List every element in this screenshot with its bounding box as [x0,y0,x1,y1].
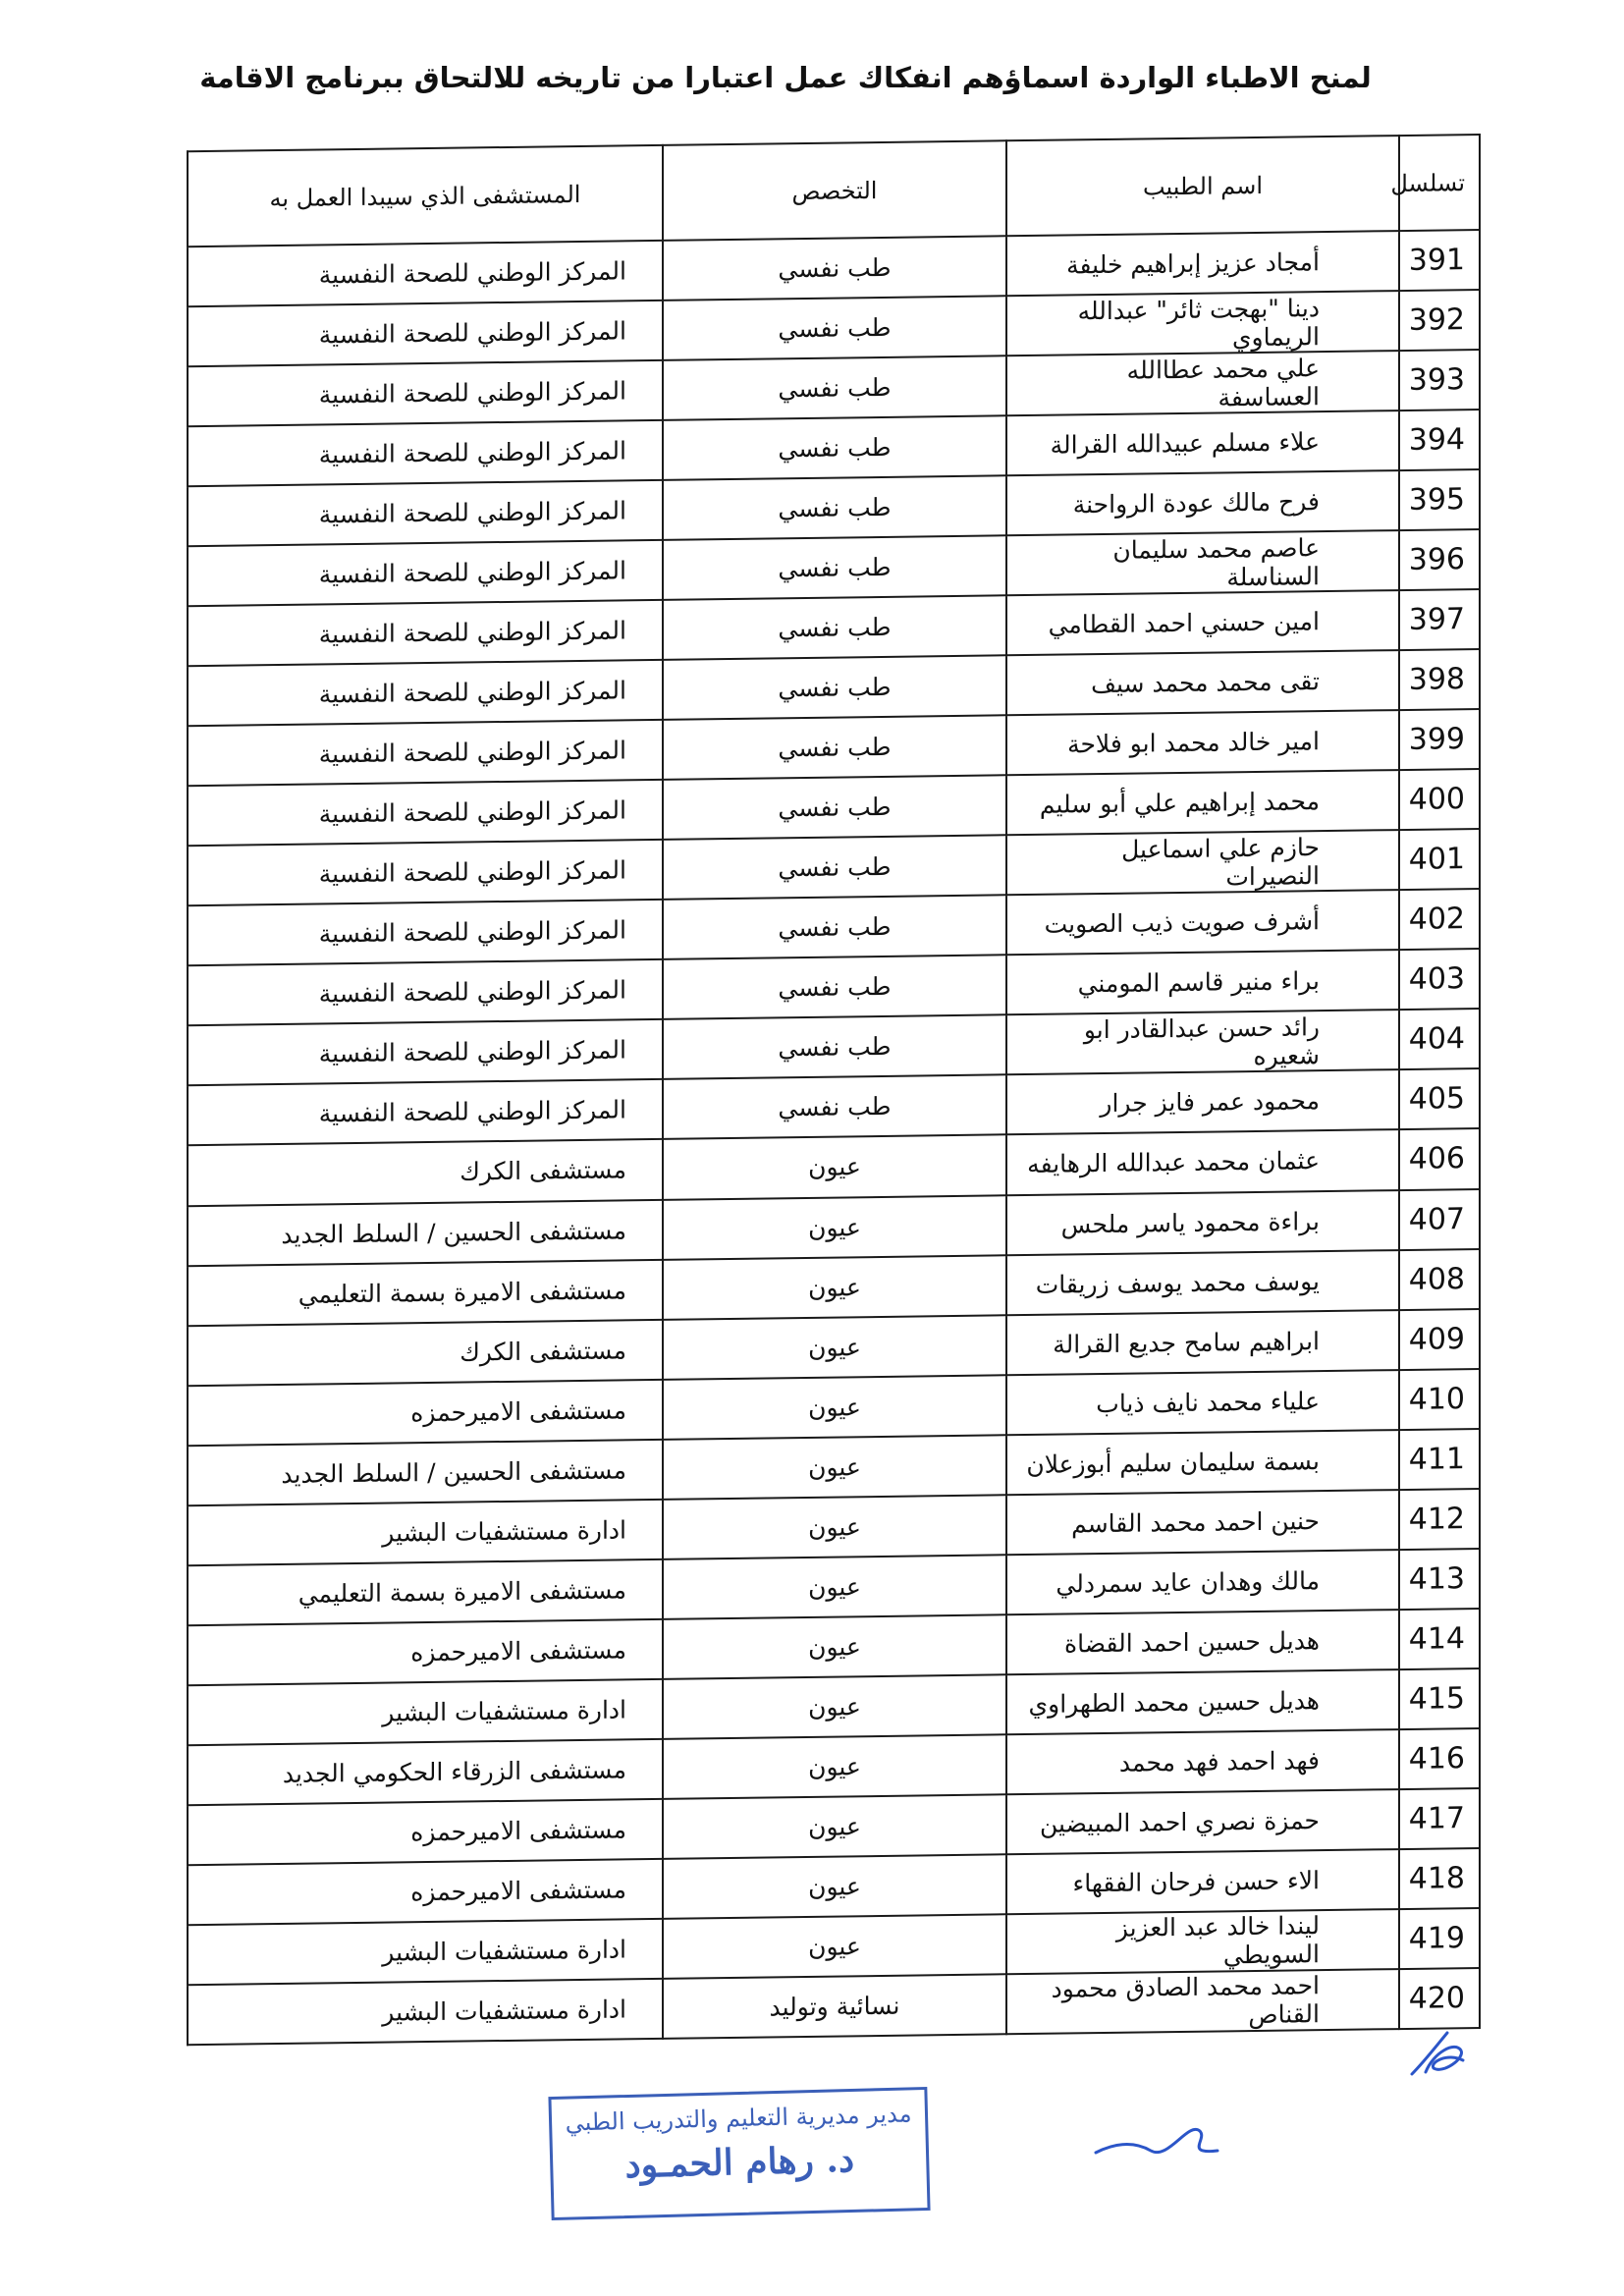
cell-seq: 412 [1399,1489,1480,1550]
cell-specialty: طب نفسي [663,956,1006,1020]
cell-specialty: عيون [663,1614,1006,1679]
cell-hospital: المركز الوطني للصحة النفسية [188,840,663,905]
cell-hospital: ادارة مستشفيات البشير [188,1500,663,1565]
cell-name: تقى محمد محمد سيف [1006,650,1399,715]
cell-seq: 396 [1399,529,1480,590]
cell-hospital: ادارة مستشفيات البشير [188,1679,663,1745]
cell-specialty: عيون [663,1734,1006,1799]
header-name: اسم الطبيب [1006,136,1399,236]
cell-name: محمود عمر فايز جرار [1006,1069,1399,1134]
cell-seq: 402 [1399,889,1480,950]
cell-specialty: طب نفسي [663,1015,1006,1080]
cell-seq: 416 [1399,1728,1480,1789]
cell-seq: 395 [1399,469,1480,530]
cell-hospital: المركز الوطني للصحة النفسية [188,959,663,1025]
header-hospital: المستشفى الذي سيبدا العمل به [188,145,663,246]
cell-hospital: مستشفى الكرك [188,1319,663,1385]
cell-name: عثمان محمد عبدالله الرهايفه [1006,1130,1399,1195]
stamp-title: مدير مديرية التعليم والتدريب الطبي [565,2100,912,2137]
cell-name: براءة محمود ياسر ملحس [1006,1190,1399,1255]
cell-seq: 398 [1399,649,1480,710]
cell-seq: 409 [1399,1309,1480,1370]
cell-seq: 418 [1399,1848,1480,1909]
cell-seq: 391 [1399,230,1480,291]
cell-name: امير خالد محمد ابو فلاحة [1006,710,1399,775]
cell-name: أمجاد عزيز إبراهيم خليفة [1006,231,1399,296]
cell-hospital: المركز الوطني للصحة النفسية [188,720,663,786]
cell-hospital: المركز الوطني للصحة النفسية [188,301,663,366]
cell-name: فهد احمد فهد محمد [1006,1729,1399,1794]
initials-signature-icon [1404,2023,1473,2082]
cell-name: حمزة نصري احمد المبيضين [1006,1789,1399,1854]
cell-specialty: نسائية وتوليد [663,1974,1006,2039]
cell-specialty: طب نفسي [663,296,1006,360]
cell-seq: 405 [1399,1068,1480,1129]
cell-name: حنين احمد محمد القاسم [1006,1490,1399,1555]
cell-hospital: المركز الوطني للصحة النفسية [188,900,663,965]
cell-seq: 397 [1399,589,1480,650]
cell-specialty: طب نفسي [663,355,1006,420]
cell-specialty: طب نفسي [663,475,1006,540]
cell-seq: 406 [1399,1128,1480,1189]
cell-specialty: عيون [663,1674,1006,1739]
cell-seq: 403 [1399,949,1480,1010]
cell-seq: 400 [1399,769,1480,830]
cell-seq: 408 [1399,1249,1480,1310]
cell-specialty: عيون [663,1315,1006,1380]
cell-hospital: مستشفى الكرك [188,1139,663,1205]
cell-name: يوسف محمد يوسف زريقات [1006,1250,1399,1315]
cell-seq: 392 [1399,290,1480,351]
cell-hospital: المركز الوطني للصحة النفسية [188,540,663,606]
cell-seq: 393 [1399,350,1480,410]
cell-name: مالك وهدان عايد سمردلي [1006,1550,1399,1614]
cell-name: هديل حسين محمد الطهراوي [1006,1669,1399,1734]
cell-hospital: المركز الوطني للصحة النفسية [188,1079,663,1145]
cell-name: حازم علي اسماعيل النصيرات [1006,830,1399,895]
cell-specialty: عيون [663,1854,1006,1919]
cell-name: محمد إبراهيم علي أبو سليم [1006,770,1399,835]
cell-hospital: المركز الوطني للصحة النفسية [188,420,663,486]
cell-seq: 413 [1399,1549,1480,1610]
cell-name: الاء حسن فرحان الفقهاء [1006,1849,1399,1914]
cell-specialty: طب نفسي [663,595,1006,660]
cell-hospital: المركز الوطني للصحة النفسية [188,360,663,426]
cell-hospital: مستشفى الزرقاء الحكومي الجديد [188,1739,663,1805]
cell-seq: 419 [1399,1908,1480,1969]
cell-specialty: عيون [663,1555,1006,1619]
cell-name: ليندا خالد عبد العزيز السويطي [1006,1909,1399,1974]
cell-specialty: عيون [663,1794,1006,1859]
page-title: لمنح الاطباء الواردة اسماؤهم انفكاك عمل اعتبارا من تاريخه للالتحاق ببرنامج الاقامة [199,61,1372,94]
cell-seq: 399 [1399,709,1480,770]
cell-specialty: طب نفسي [663,716,1006,781]
cell-name: امين حسني احمد القطامي [1006,590,1399,655]
cell-hospital: المركز الوطني للصحة النفسية [188,780,663,846]
cell-hospital: ادارة مستشفيات البشير [188,1919,663,1985]
stamp-name: د. رهام الحمـود [623,2138,855,2187]
cell-hospital: المركز الوطني للصحة النفسية [188,480,663,546]
cell-hospital: مستشفى الاميرحمزه [188,1619,663,1685]
cell-name: علاء مسلم عبيدالله القرالة [1006,410,1399,475]
cell-specialty: عيون [663,1135,1006,1200]
cell-name: دينا "بهجت ثائر" عبدالله الريماوي [1006,291,1399,355]
cell-seq: 401 [1399,829,1480,890]
cell-name: علياء محمد نايف ذياب [1006,1370,1399,1435]
doctors-table [187,134,1481,2046]
cell-hospital: المركز الوطني للصحة النفسية [188,241,663,306]
cell-seq: 410 [1399,1369,1480,1430]
cell-name: براء منير قاسم المومني [1006,950,1399,1014]
cell-hospital: مستشفى الحسين / السلط الجديد [188,1440,663,1505]
header-specialty: التخصص [663,140,1006,241]
table-header-row [188,135,1480,246]
header-seq: تسلسل [1399,135,1480,231]
cell-name: عاصم محمد سليمان السناسلة [1006,530,1399,595]
cell-name: أشرف صويت ذيب الصويت [1006,890,1399,955]
cell-name: احمد محمد الصادق محمود القناص [1006,1969,1399,2034]
cell-seq: 420 [1399,1968,1480,2029]
cell-specialty: طب نفسي [663,836,1006,901]
cell-seq: 417 [1399,1788,1480,1849]
cell-hospital: مستشفى الحسين / السلط الجديد [188,1199,663,1265]
cell-name: ابراهيم سامح جديع القرالة [1006,1310,1399,1375]
cell-name: بسمة سليمان سليم أبوزعلان [1006,1430,1399,1495]
cell-specialty: طب نفسي [663,535,1006,600]
cell-hospital: المركز الوطني للصحة النفسية [188,1019,663,1085]
cell-hospital: ادارة مستشفيات البشير [188,1979,663,2045]
cell-seq: 414 [1399,1609,1480,1669]
cell-seq: 407 [1399,1188,1480,1249]
cell-hospital: المركز الوطني للصحة النفسية [188,660,663,726]
cell-hospital: مستشفى الاميرحمزه [188,1379,663,1445]
cell-specialty: عيون [663,1435,1006,1500]
cell-specialty: طب نفسي [663,776,1006,841]
cell-name: فرح مالك عودة الرواحنة [1006,470,1399,535]
doctors-table-wrapper [187,134,1479,2046]
cell-hospital: مستشفى الاميرة بسمة التعليمي [188,1559,663,1625]
cell-specialty: طب نفسي [663,656,1006,721]
cell-seq: 394 [1399,410,1480,470]
cell-seq: 404 [1399,1009,1480,1069]
cell-specialty: عيون [663,1375,1006,1440]
official-stamp [548,2087,930,2220]
cell-specialty: عيون [663,1195,1006,1260]
cell-name: رائد حسن عبدالقادر ابو شعيره [1006,1010,1399,1074]
cell-hospital: المركز الوطني للصحة النفسية [188,600,663,666]
cell-specialty: طب نفسي [663,236,1006,301]
cell-hospital: مستشفى الاميرحمزه [188,1799,663,1865]
cell-hospital: مستشفى الاميرحمزه [188,1859,663,1925]
cell-seq: 415 [1399,1668,1480,1729]
cell-specialty: عيون [663,1255,1006,1320]
cell-specialty: عيون [663,1914,1006,1979]
cell-seq: 411 [1399,1429,1480,1490]
cell-specialty: طب نفسي [663,415,1006,480]
cell-specialty: طب نفسي [663,1075,1006,1140]
cell-name: علي محمد عطاالله العساسفة [1006,351,1399,415]
cell-specialty: طب نفسي [663,896,1006,960]
cell-name: هديل حسين احمد القضاة [1006,1610,1399,1674]
cell-hospital: مستشفى الاميرة بسمة التعليمي [188,1259,663,1325]
signature-icon [1090,2111,1227,2170]
cell-specialty: عيون [663,1495,1006,1559]
